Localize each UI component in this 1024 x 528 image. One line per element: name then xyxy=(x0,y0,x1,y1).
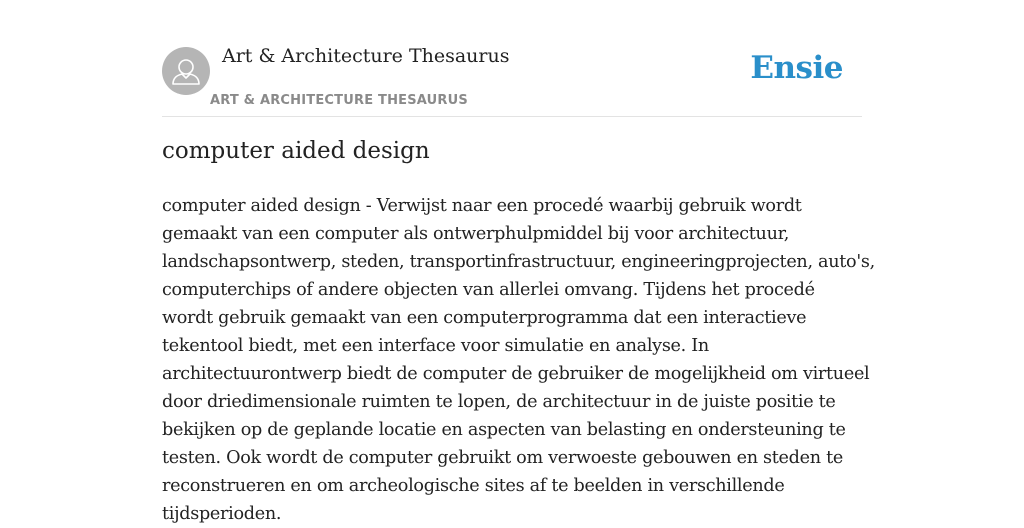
entry-body-line: tekentool biedt, met een interface voor simulatie en analyse. In xyxy=(162,336,709,356)
entry-body-line: door driedimensionale ruimten te lopen, de architectuur in de juiste positie te xyxy=(162,392,836,412)
entry-body-line: bekijken op de geplande locatie en aspecten van belasting en ondersteuning te xyxy=(162,420,846,440)
source-subtitle: ART & ARCHITECTURE THESAURUS xyxy=(210,93,468,108)
entry-body xyxy=(162,192,875,528)
source-title-link[interactable]: Art & Architecture Thesaurus xyxy=(222,45,510,67)
avatar[interactable] xyxy=(162,47,210,95)
brand-logo[interactable]: Ensie xyxy=(750,50,843,86)
entry-body-line: computerchips of andere objecten van allerlei omvang. Tijdens het procedé xyxy=(162,280,815,300)
header xyxy=(162,0,862,117)
entry-body-line: computer aided design - Verwijst naar een procedé waarbij gebruik wordt xyxy=(162,196,802,216)
entry-body-line: tijdsperioden. xyxy=(162,504,282,524)
entry-body-line: landschapsontwerp, steden, transportinfrastructuur, engineeringprojecten, auto's, xyxy=(162,252,875,272)
entry-title: computer aided design xyxy=(162,138,430,164)
user-icon xyxy=(162,47,210,95)
entry-body-line: gemaakt van een computer als ontwerphulpmiddel bij voor architectuur, xyxy=(162,224,790,244)
entry-body-line: architectuurontwerp biedt de computer de gebruiker de mogelijkheid om virtueel xyxy=(162,364,870,384)
entry-body-line: wordt gebruik gemaakt van een computerprogramma dat een interactieve xyxy=(162,308,807,328)
entry-body-line: testen. Ook wordt de computer gebruikt om verwoeste gebouwen en steden te xyxy=(162,448,843,468)
entry-body-line: reconstrueren en om archeologische sites af te beelden in verschillende xyxy=(162,476,785,496)
